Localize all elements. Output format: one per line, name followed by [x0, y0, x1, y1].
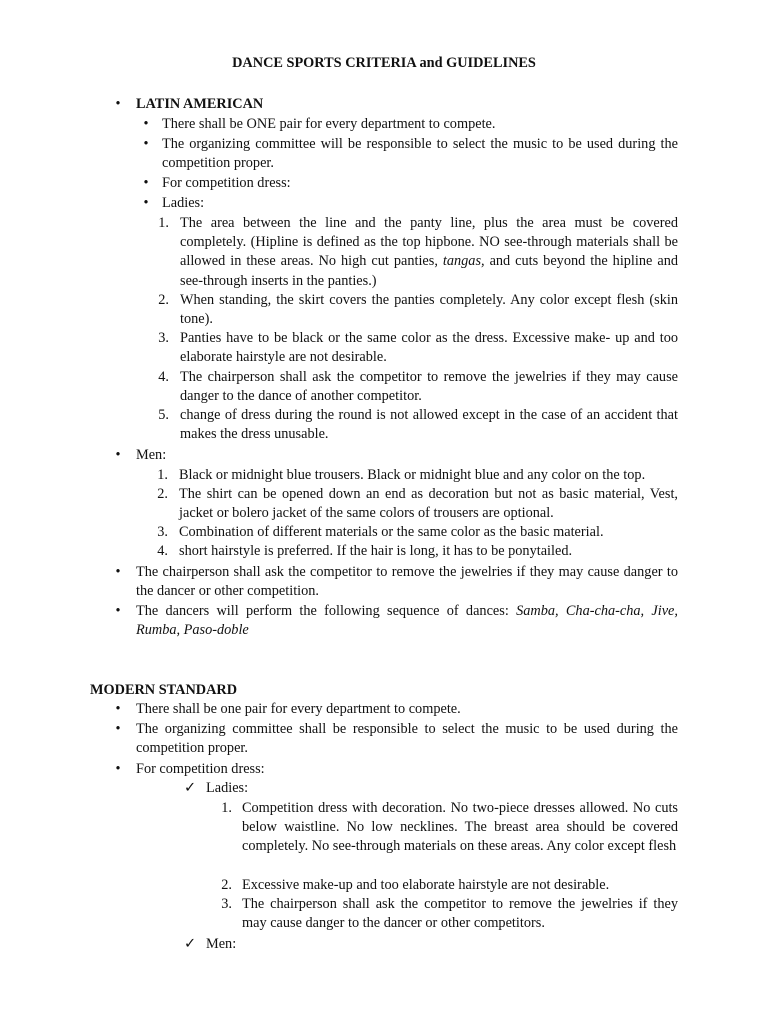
list-number: 1. — [158, 215, 169, 231]
list-number: 5. — [158, 407, 169, 423]
document-title: DANCE SPORTS CRITERIA and GUIDELINES — [232, 55, 536, 71]
list-item-text: The dancers will perform the following sequence of dances: Samba, Cha-cha-cha, Jive, Rumba, Paso-doble — [136, 603, 678, 639]
list-item-text: For competition dress: — [162, 175, 291, 191]
list-number: 2. — [221, 877, 232, 893]
bullet-icon: • — [115, 603, 121, 619]
list-number: 4. — [157, 543, 168, 559]
bullet-icon: • — [143, 116, 149, 132]
list-item-text: Ladies: — [162, 195, 205, 211]
men-label: Men: — [206, 936, 237, 952]
list-item-text: Excessive make-up and too elaborate hairstyle are not desirable. — [242, 877, 610, 893]
list-number: 2. — [157, 486, 168, 502]
bullet-icon: • — [115, 721, 121, 737]
ladies-label: Ladies: — [206, 780, 249, 796]
latin-heading: LATIN AMERICAN — [136, 96, 264, 112]
list-item-text: short hairstyle is preferred. If the hair is long, it has to be ponytailed. — [179, 543, 573, 559]
list-number: 2. — [158, 292, 169, 308]
list-item-text: Competition dress with decoration. No two-piece dresses allowed. No cuts below waistline. No low necklines. The breast area should be covered completely. No see-through materials on these areas. Any color except flesh — [242, 800, 678, 855]
bullet-icon: • — [143, 195, 149, 211]
list-item-text: Combination of different materials or the same color as the basic material. — [179, 524, 604, 540]
list-item-text: The chairperson shall ask the competitor to remove the jewelries if they may cause danger to the dancer or other competitors. — [242, 896, 678, 932]
bullet-icon: • — [115, 701, 121, 717]
list-number: 4. — [158, 369, 169, 385]
men-label: Men: — [136, 447, 167, 463]
checkmark-icon: ✓ — [184, 780, 196, 796]
list-item-text: There shall be one pair for every department to compete. — [136, 701, 461, 717]
list-number: 3. — [158, 330, 169, 346]
list-item-text: When standing, the skirt covers the panties completely. Any color except flesh (skin tone). — [180, 292, 678, 328]
list-item-text: For competition dress: — [136, 761, 265, 777]
bullet-icon: • — [115, 447, 121, 463]
list-number: 1. — [221, 800, 232, 816]
list-item-text: The chairperson shall ask the competitor to remove the jewelries if they may cause danger to the dancer or other competition. — [136, 564, 678, 600]
modern-heading: MODERN STANDARD — [90, 682, 238, 698]
list-item-text: Panties have to be black or the same color as the dress. Excessive make- up and too elaborate hairstyle are not desirable. — [180, 330, 678, 366]
list-number: 3. — [157, 524, 168, 540]
list-item-text: There shall be ONE pair for every department to compete. — [162, 116, 496, 132]
bullet-icon: • — [115, 96, 121, 112]
list-number: 3. — [221, 896, 232, 912]
list-item-text: change of dress during the round is not allowed except in the case of an accident that makes the dress unusable. — [180, 407, 678, 443]
list-item-text: The chairperson shall ask the competitor to remove the jewelries if they may cause danger to the dance of another competitor. — [180, 369, 678, 405]
list-item-text: The organizing committee will be responsible to select the music to be used during the competition proper. — [162, 136, 678, 172]
list-item-text: The shirt can be opened down an end as decoration but not as basic material, Vest, jacket or bolero jacket of the same colors of trousers are optional. — [179, 486, 678, 522]
list-item-text: Black or midnight blue trousers. Black or midnight blue and any color on the top. — [179, 467, 646, 483]
bullet-icon: • — [143, 136, 149, 152]
bullet-icon: • — [115, 761, 121, 777]
list-item-text: The organizing committee shall be responsible to select the music to be used during the competition proper. — [136, 721, 678, 757]
list-number: 1. — [157, 467, 168, 483]
bullet-icon: • — [143, 175, 149, 191]
checkmark-icon: ✓ — [184, 936, 196, 952]
list-item-text: The area between the line and the panty line, plus the area must be covered completely. (Hipline is defined as the top hipbone. NO see-through materials shall be allowed in these areas. No high cut panties, tangas, and cuts beyond the hipline and see-through inserts in the panties.) — [180, 215, 678, 289]
bullet-icon: • — [115, 564, 121, 580]
